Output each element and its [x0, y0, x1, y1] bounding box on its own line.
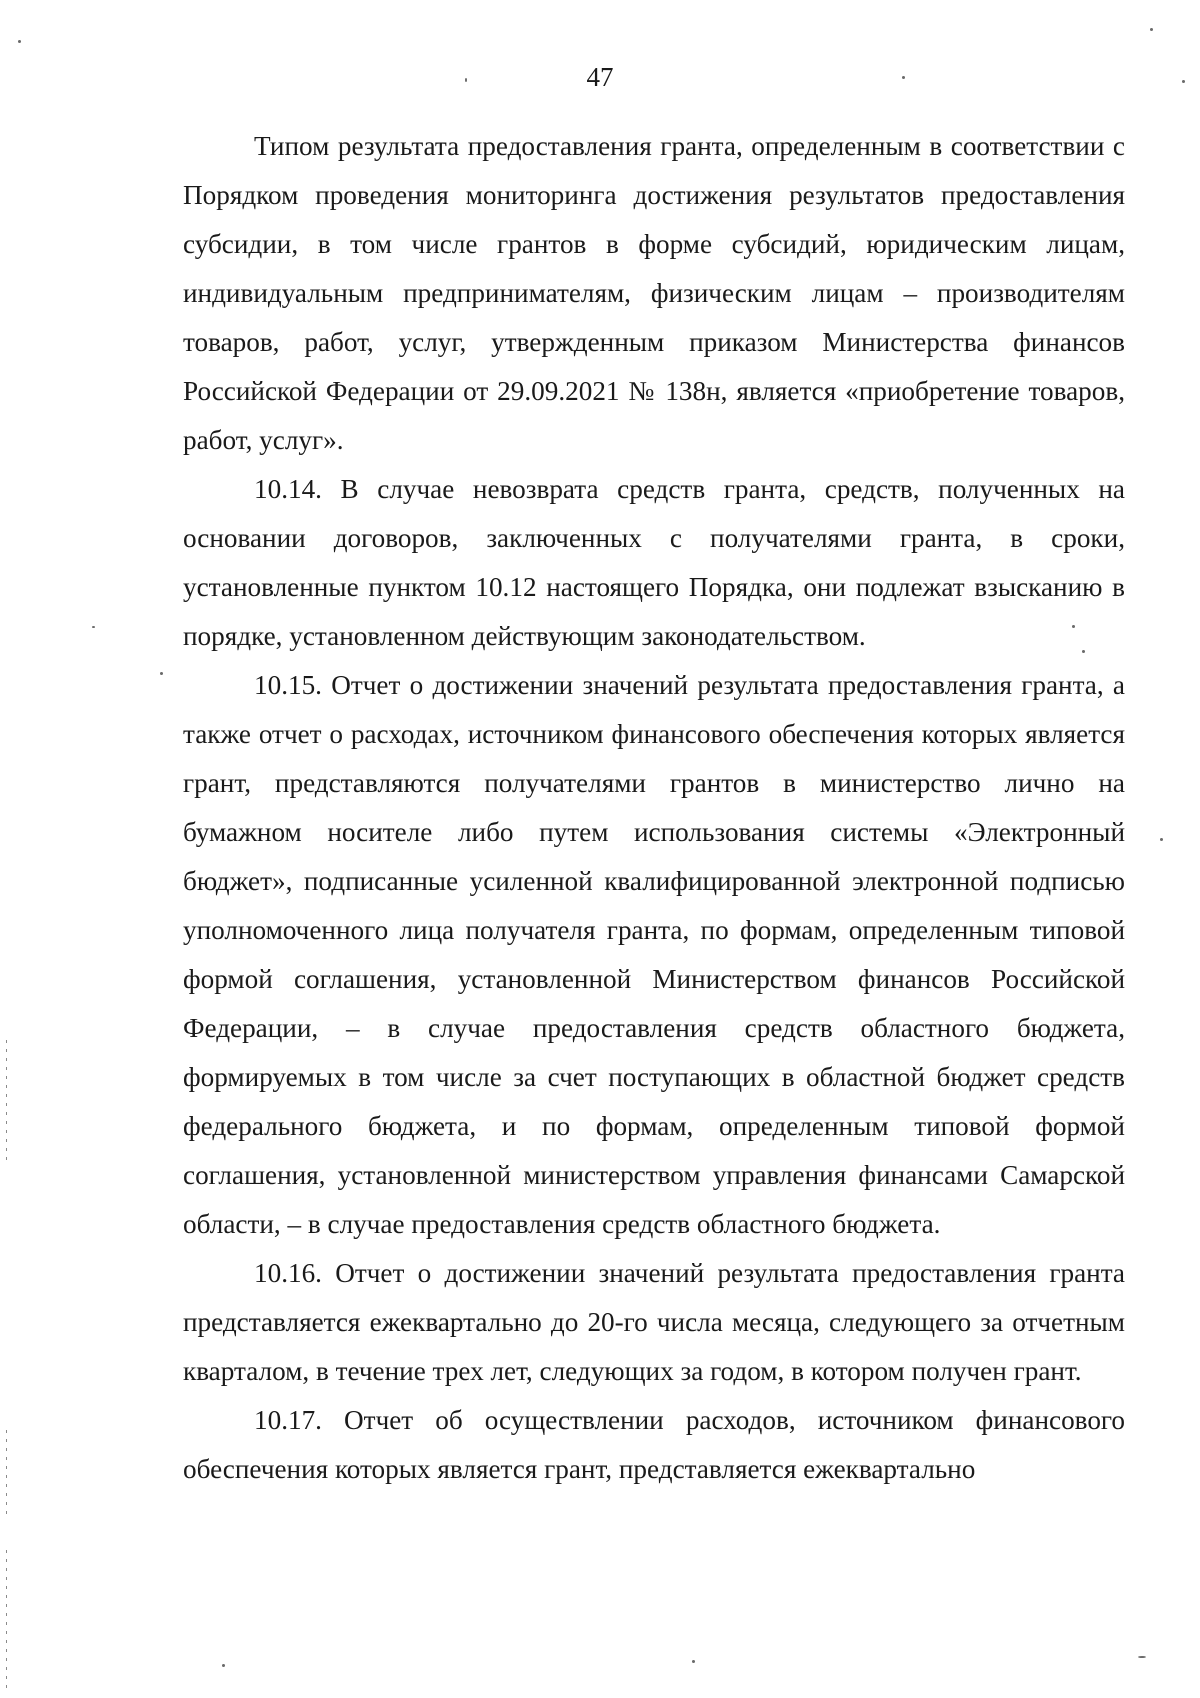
scan-margin-line — [6, 1550, 7, 1690]
scan-speck — [1150, 28, 1153, 31]
paragraph-10-15: 10.15. Отчет о достижении значений результата предоставления гранта, а также отчет о расходах, источником финансового обеспечения которых является грант, представляются получателями грантов в министерство лично на бумажном носителе либо путем использования системы «Электронный бюджет», подписанные усиленной квалифицированной электронной подписью уполномоченного лица получателя гранта, по формам, определенным типовой формой соглашения, установленной Министерством финансов Российской Федерации, – в случае предоставления средств областного бюджета, формируемых в том числе за счет поступающих в областной бюджет средств федерального бюджета, и по формам, определенным типовой формой соглашения, установленной министерством управления финансами Самарской области, – в случае предоставления средств областного бюджета. — [183, 670, 1125, 1239]
paragraph-10-16: 10.16. Отчет о достижении значений результата предоставления гранта представляется ежеквартально до 20-го числа месяца, следующего за отчетным кварталом, в течение трех лет, следующих за годом, в котором получен грант. — [183, 1258, 1125, 1386]
scan-margin-line — [6, 1430, 7, 1520]
scan-speck — [18, 40, 21, 43]
scan-speck — [902, 76, 905, 79]
scan-speck — [1138, 1656, 1146, 1658]
scan-speck — [222, 1664, 225, 1667]
scan-speck — [465, 78, 467, 82]
scan-speck — [1072, 625, 1075, 628]
page-number: 47 — [586, 62, 614, 92]
scan-speck — [1082, 650, 1085, 653]
paragraph-10-14: 10.14. В случае невозврата средств гранта, средств, полученных на основании договоров, заключенных с получателями гранта, в сроки, установленные пунктом 10.12 настоящего Порядка, они подлежат взысканию в порядке, установленном действующим законодательством. — [183, 474, 1125, 651]
scan-speck — [160, 672, 163, 675]
paragraph-result-type: Типом результата предоставления гранта, определенным в соответствии с Порядком проведения мониторинга достижения результатов предоставления субсидии, в том числе грантов в форме субсидий, юридическим лицам, индивидуальным предпринимателям, физическим лицам – производителям товаров, работ, услуг, утвержденным приказом Министерства финансов Российской Федерации от 29.09.2021 № 138н, является «приобретение товаров, работ, услуг». — [183, 131, 1125, 455]
scan-speck — [1182, 80, 1185, 83]
scan-speck — [1160, 838, 1163, 841]
scan-speck — [92, 626, 95, 628]
scan-speck — [692, 1660, 695, 1663]
paragraph-10-17: 10.17. Отчет об осуществлении расходов, источником финансового обеспечения которых является грант, представляется ежеквартально — [183, 1405, 1125, 1484]
scan-margin-line — [6, 1040, 7, 1160]
document-body — [183, 122, 1125, 1494]
